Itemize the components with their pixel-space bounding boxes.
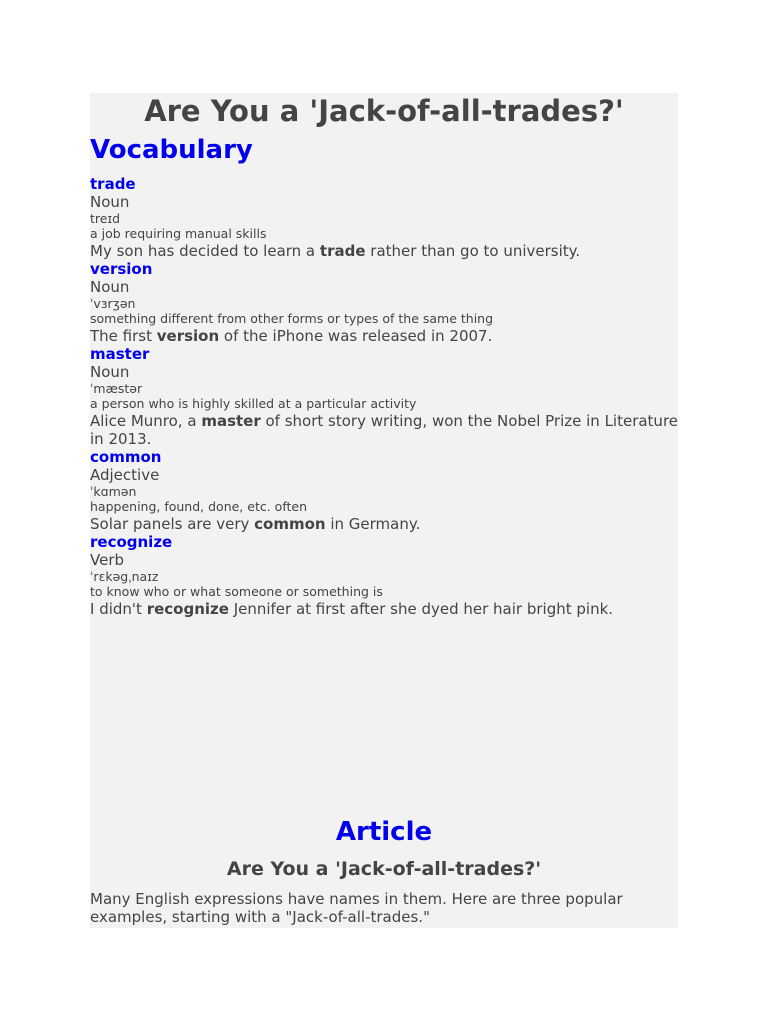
example-text-after: Jennifer at first after she dyed her hair bright pink. [228,600,614,618]
definition: a person who is highly skilled at a particular activity [90,396,417,411]
example-text-after: of short story writing, won the Nobel Prize in Literature in 2013. [90,412,679,448]
example-text-after: rather than go to university. [365,242,581,260]
example-text-before: I didn't [90,600,147,618]
part-of-speech: Noun [90,363,130,381]
example-text-after: of the iPhone was released in 2007. [219,327,493,345]
pronunciation: ˈrɛkəgˌnaɪz [90,569,159,584]
part-of-speech: Adjective [90,466,160,484]
example-keyword: recognize [146,600,229,618]
pronunciation: ˈkɑmən [90,484,137,499]
example-keyword: common [254,515,326,533]
example-text-before: Solar panels are very [90,515,255,533]
vocab-word: trade [90,175,136,193]
example-text-before: My son has decided to learn a [90,242,320,260]
vocab-entry-version [90,260,678,345]
definition: a job requiring manual skills [90,226,267,241]
part-of-speech: Verb [90,551,125,569]
vocab-word: common [90,448,162,466]
example-sentence [90,412,678,448]
part-of-speech: Noun [90,278,130,296]
example-text-before: The first [90,327,157,345]
article-title: Are You a 'Jack-of-all-trades?' [226,858,542,880]
definition: happening, found, done, etc. often [90,499,308,514]
example-keyword: master [201,412,261,430]
example-sentence [90,327,678,345]
vocab-entry-common [90,448,678,533]
definition: to know who or what someone or something is [90,584,383,599]
example-text-after: in Germany. [325,515,421,533]
example-sentence [90,600,678,618]
vocab-word: recognize [90,533,173,551]
pronunciation: ˈvɜrʒən [90,296,136,311]
vocab-entry-recognize [90,533,678,618]
vocab-entry-master [90,345,678,448]
definition: something different from other forms or types of the same thing [90,311,494,326]
content-panel [90,93,678,928]
article-heading: Article [335,817,433,847]
part-of-speech: Noun [90,193,130,211]
example-sentence [90,242,678,260]
example-keyword: trade [319,242,366,260]
example-text-before: Alice Munro, a [90,412,202,430]
article-paragraph: Many English expressions have names in them. Here are three popular examples, starting with a "Jack-of-all-trades." [90,890,623,926]
vocab-entry-trade [90,175,678,260]
vocabulary-heading: Vocabulary [90,135,253,165]
vocab-word: version [90,260,153,278]
vocab-word: master [90,345,150,363]
page-title: Are You a 'Jack-of-all-trades?' [144,94,624,128]
pronunciation: ˈmæstər [90,381,143,396]
pronunciation: treɪd [90,211,121,226]
vocabulary-list [90,175,678,618]
example-keyword: version [156,327,220,345]
example-sentence [90,515,678,533]
